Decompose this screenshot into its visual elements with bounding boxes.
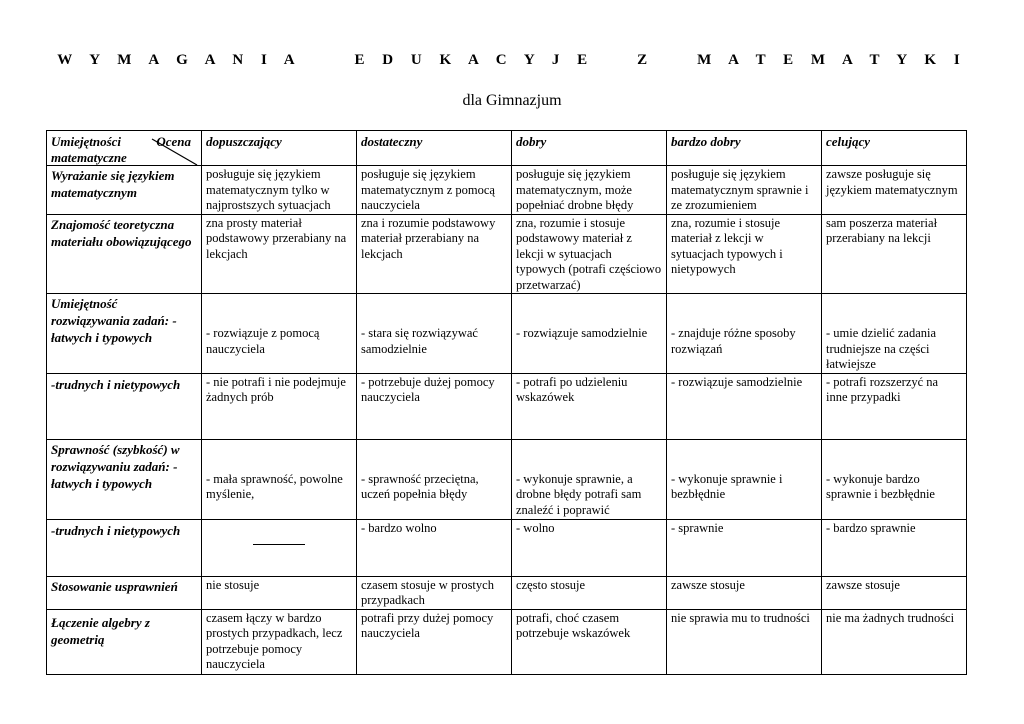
- table-cell: często stosuje: [512, 576, 667, 609]
- table-cell: czasem stosuje w prostych przypadkach: [357, 576, 512, 609]
- requirements-table: [46, 130, 967, 675]
- table-cell: - mała sprawność, powolne myślenie,: [202, 439, 357, 519]
- document-title: W Y M A G A N I A E D U K A C Y J E Z M A T E M A T Y K I: [57, 52, 967, 68]
- table-row: [47, 214, 967, 294]
- grade-header: dobry: [512, 131, 667, 166]
- table-cell: - bardzo wolno: [357, 519, 512, 576]
- table-cell: - potrafi rozszerzyć na inne przypadki: [822, 373, 967, 439]
- corner-label-grade: Ocena: [156, 134, 191, 149]
- corner-cell: [47, 131, 202, 166]
- table-cell: - sprawność przeciętna, uczeń popełnia błędy: [357, 439, 512, 519]
- table-cell: zna, rozumie i stosuje podstawowy materiał z lekcji w sytuacjach typowych (potrafi częściowo przetwarzać): [512, 214, 667, 294]
- table-cell: - potrafi po udzieleniu wskazówek: [512, 373, 667, 439]
- table-cell: zna prosty materiał podstawowy przerabiany na lekcjach: [202, 214, 357, 294]
- table-cell: - wykonuje bardzo sprawnie i bezbłędnie: [822, 439, 967, 519]
- table-cell: - wykonuje sprawnie, a drobne błędy potrafi sam znaleźć i poprawić: [512, 439, 667, 519]
- table-row: [47, 519, 967, 576]
- table-cell: - wolno: [512, 519, 667, 576]
- table-cell: - rozwiązuje samodzielnie: [512, 294, 667, 374]
- row-label: Sprawność (szybkość) w rozwiązywaniu zadań: - łatwych i typowych: [47, 439, 202, 519]
- table-cell: sam poszerza materiał przerabiany na lekcji: [822, 214, 967, 294]
- table-cell: zawsze stosuje: [822, 576, 967, 609]
- table-cell: - znajduje różne sposoby rozwiązań: [667, 294, 822, 374]
- grade-header: celujący: [822, 131, 967, 166]
- table-cell: zawsze posługuje się językiem matematycznym: [822, 166, 967, 215]
- corner-label-math: matematyczne: [51, 150, 127, 165]
- table-row: [47, 439, 967, 519]
- table-cell: potrafi przy dużej pomocy nauczyciela: [357, 609, 512, 674]
- header-row: [47, 131, 967, 166]
- corner-label-skills: Umiejętności: [51, 134, 122, 149]
- table-cell: czasem łączy w bardzo prostych przypadkach, lecz potrzebuje pomocy nauczyciela: [202, 609, 357, 674]
- table-cell: posługuje się językiem matematycznym tylko w najprostszych sytuacjach: [202, 166, 357, 215]
- table-row: [47, 373, 967, 439]
- row-label: -trudnych i nietypowych: [47, 519, 202, 576]
- row-label: Znajomość teoretyczna materiału obowiązującego: [47, 214, 202, 294]
- document-subtitle: dla Gimnazjum: [462, 92, 562, 109]
- table-cell: - bardzo sprawnie: [822, 519, 967, 576]
- table-cell: posługuje się językiem matematycznym sprawnie i ze zrozumieniem: [667, 166, 822, 215]
- table-cell: - umie dzielić zadania trudniejsze na części łatwiejsze: [822, 294, 967, 374]
- row-label: -trudnych i nietypowych: [47, 373, 202, 439]
- table-cell: zna, rozumie i stosuje materiał z lekcji w sytuacjach typowych i nietypowych: [667, 214, 822, 294]
- table-cell: nie sprawia mu to trudności: [667, 609, 822, 674]
- row-label: Umiejętność rozwiązywania zadań: - łatwych i typowych: [47, 294, 202, 374]
- grade-header: bardzo dobry: [667, 131, 822, 166]
- table-cell: posługuje się językiem matematycznym, może popełniać drobne błędy: [512, 166, 667, 215]
- row-label: Wyrażanie się językiem matematycznym: [47, 166, 202, 215]
- table-row: [47, 166, 967, 215]
- table-cell: nie ma żadnych trudności: [822, 609, 967, 674]
- table-cell: zna i rozumie podstawowy materiał przerabiany na lekcjach: [357, 214, 512, 294]
- table-cell: nie stosuje: [202, 576, 357, 609]
- table-cell: - sprawnie: [667, 519, 822, 576]
- table-cell: - rozwiązuje z pomocą nauczyciela: [202, 294, 357, 374]
- table-cell: posługuje się językiem matematycznym z pomocą nauczyciela: [357, 166, 512, 215]
- grade-header: dopuszczający: [202, 131, 357, 166]
- table-cell: - nie potrafi i nie podejmuje żadnych prób: [202, 373, 357, 439]
- table-row: [47, 576, 967, 609]
- table-cell: - potrzebuje dużej pomocy nauczyciela: [357, 373, 512, 439]
- table-cell: - rozwiązuje samodzielnie: [667, 373, 822, 439]
- table-cell: - wykonuje sprawnie i bezbłędnie: [667, 439, 822, 519]
- table-cell: potrafi, choć czasem potrzebuje wskazówek: [512, 609, 667, 674]
- table-cell: [202, 519, 357, 576]
- row-label: Łączenie algebry z geometrią: [47, 609, 202, 674]
- row-label: Stosowanie usprawnień: [47, 576, 202, 609]
- table-row: [47, 294, 967, 374]
- table-cell: zawsze stosuje: [667, 576, 822, 609]
- dash-line: [253, 544, 305, 545]
- table-cell: - stara się rozwiązywać samodzielnie: [357, 294, 512, 374]
- table-row: [47, 609, 967, 674]
- grade-header: dostateczny: [357, 131, 512, 166]
